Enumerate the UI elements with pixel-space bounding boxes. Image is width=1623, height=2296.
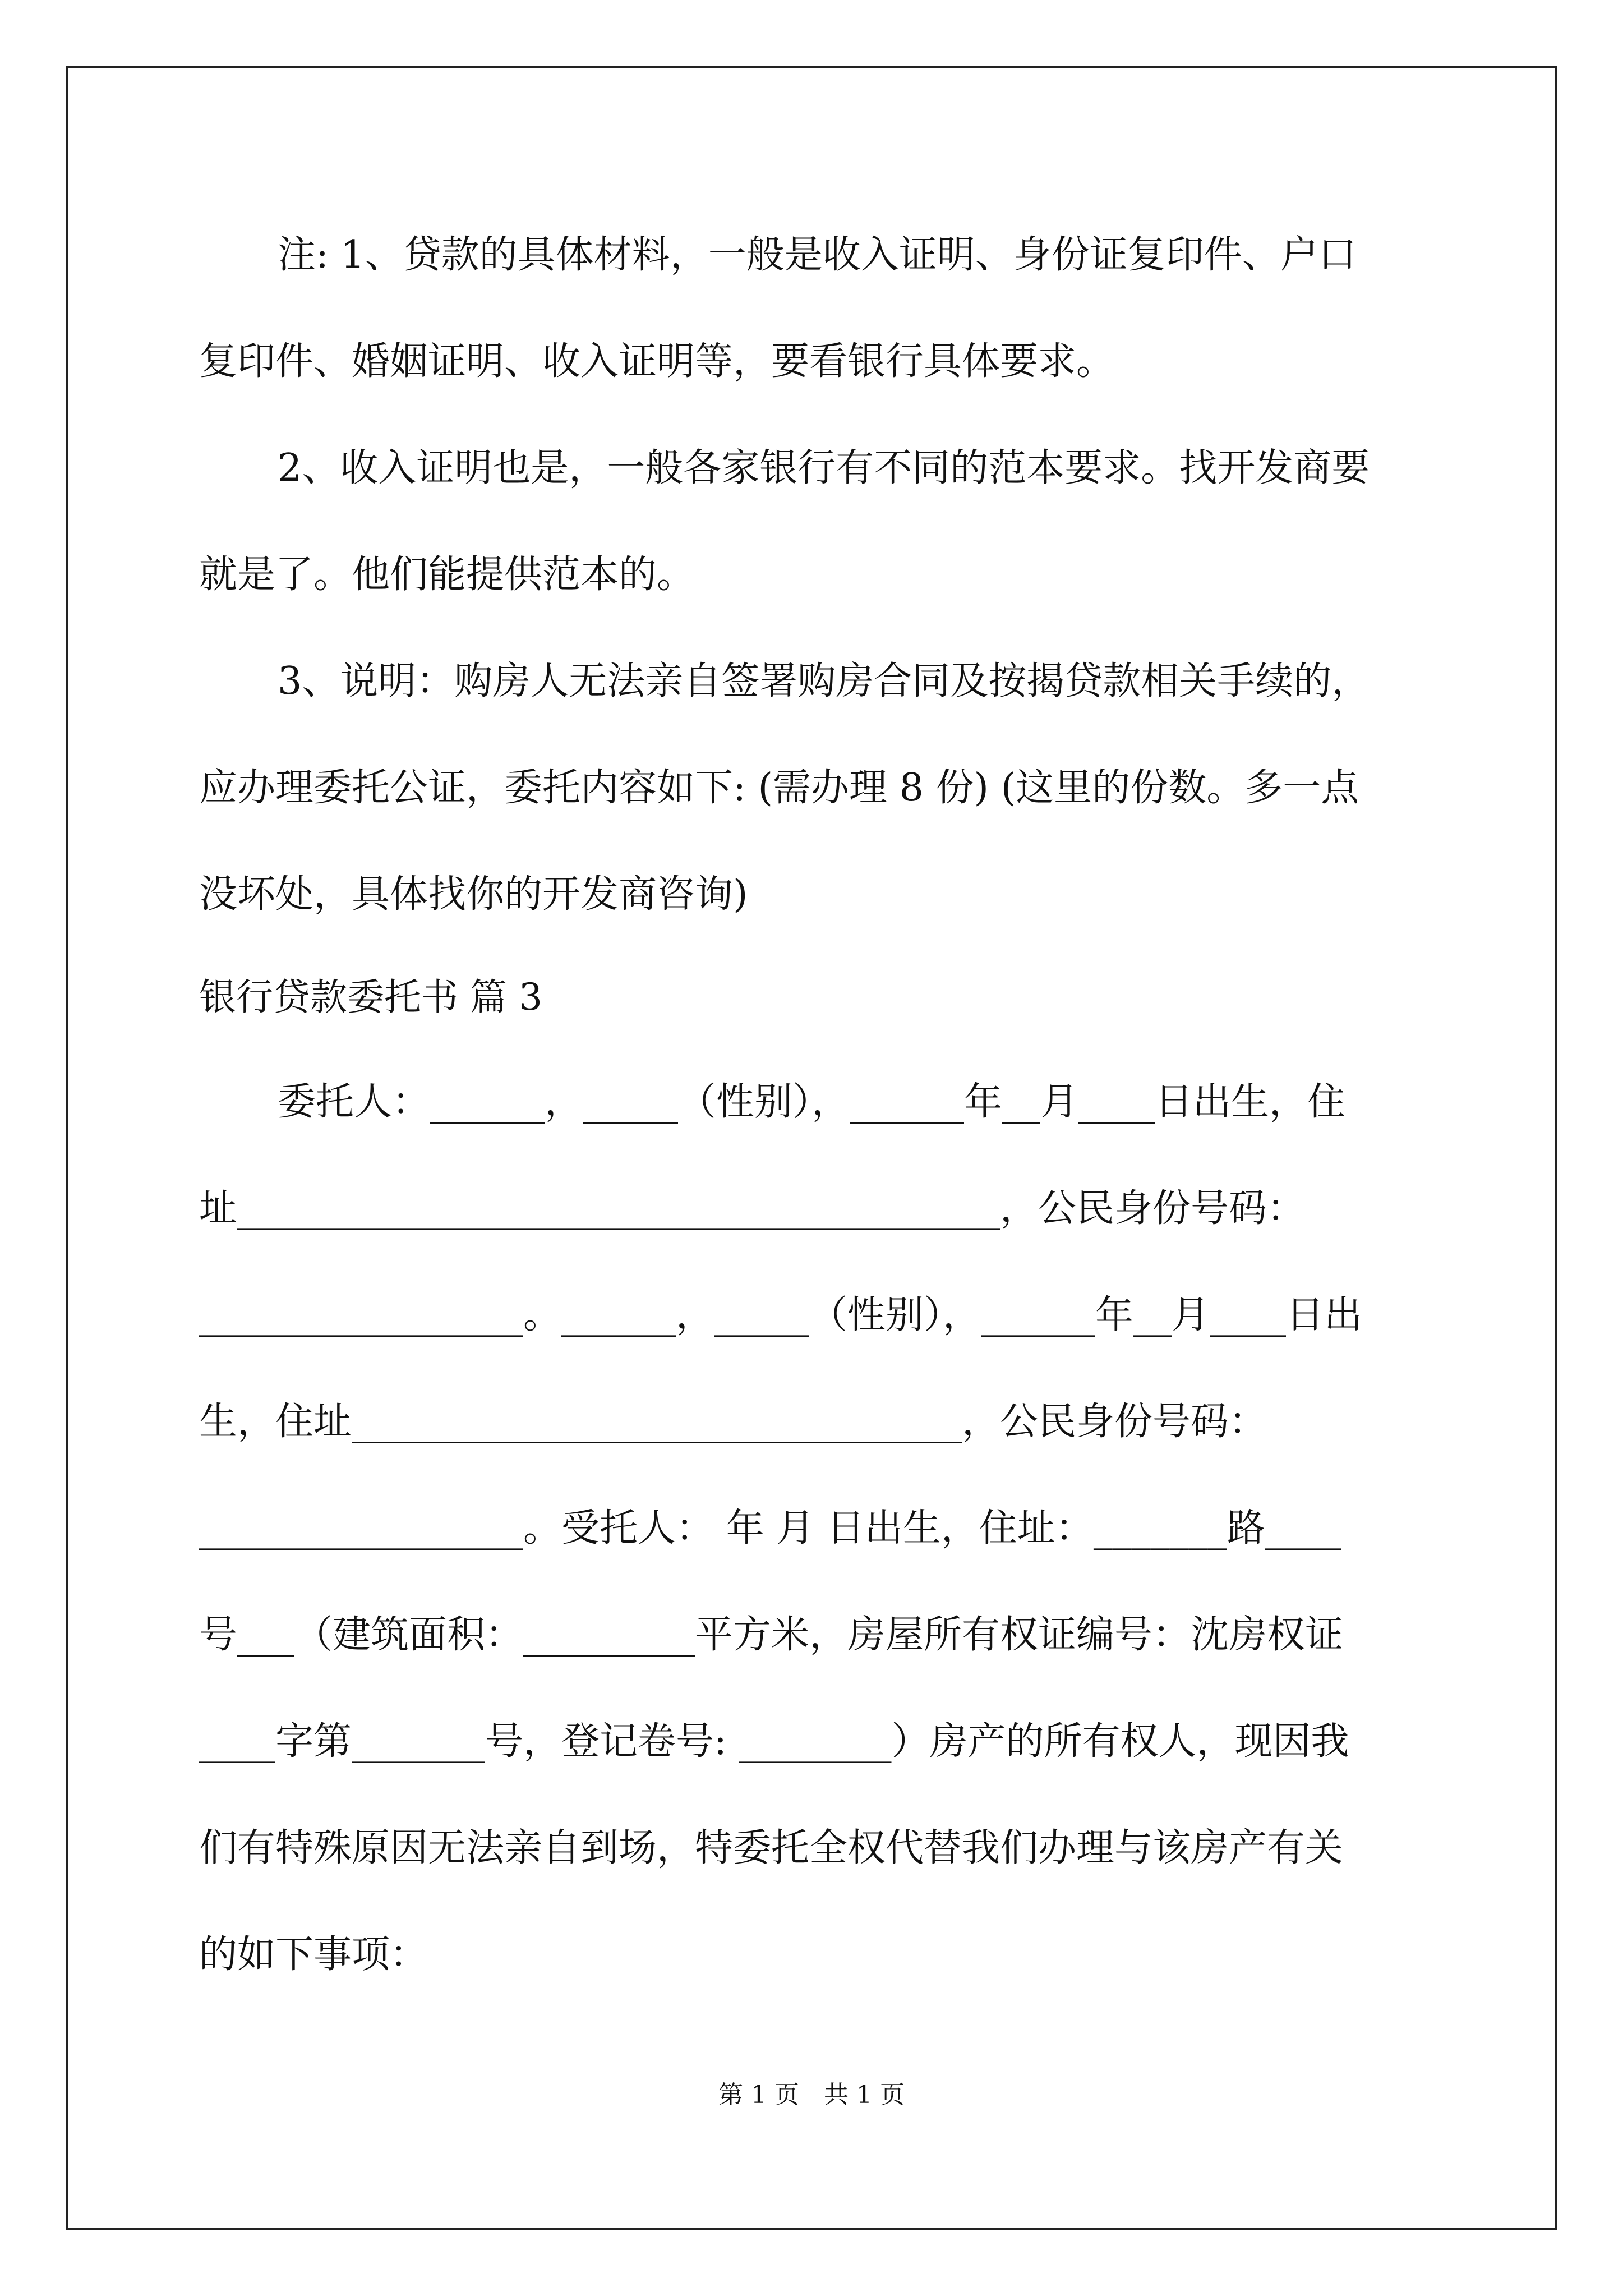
paragraph-1-line-2: 复印件、婚姻证明、收入证明等，要看银行具体要求。 xyxy=(199,339,1115,384)
paragraph-2-line-2: 就是了。他们能提供范本的。 xyxy=(199,553,695,597)
paragraph-4-line-9: 的如下事项： xyxy=(199,1932,428,1977)
paragraph-3-line-3: 没坏处，具体找你的开发商咨询) xyxy=(199,872,748,917)
paragraph-1-line-1: 注: 1、贷款的具体材料，一般是收入证明、身份证复印件、户口 xyxy=(278,233,1357,277)
paragraph-4-line-8: 们有特殊原因无法亲自到场，特委托全权代替我们办理与该房产有关 xyxy=(199,1826,1344,1870)
paragraph-4-line-5: _________________。受托人： 年 月 日出生，住址：_______路____ xyxy=(199,1506,1341,1550)
paragraph-4-line-2: 址________________________________________，公民身份号码： xyxy=(199,1186,1306,1231)
paragraph-4-line-6: 号___（建筑面积：_________平方米，房屋所有权证编号：沈房权证 xyxy=(199,1613,1344,1657)
paragraph-4-line-7: ____字第_______号，登记卷号: ________）房产的所有权人，现因我 xyxy=(199,1719,1349,1764)
paragraph-2-line-1: 2、收入证明也是，一般各家银行有不同的范本要求。找开发商要 xyxy=(278,446,1370,490)
section-heading: 银行贷款委托书 篇 3 xyxy=(199,976,542,1019)
paragraph-4-line-3: _________________。______，_____（性别），______年__月____日出 xyxy=(199,1293,1363,1337)
paragraph-4-line-1: 委托人：______，_____（性别），______年__月____日出生，住 xyxy=(278,1080,1346,1124)
paragraph-3-line-2: 应办理委托公证，委托内容如下: (需办理 8 份) (这里的份数。多一点 xyxy=(199,766,1359,810)
page-footer: 第 1 页 共 1 页 xyxy=(718,2081,905,2109)
paragraph-3-line-1: 3、说明：购房人无法亲自签署购房合同及按揭贷款相关手续的， xyxy=(278,659,1370,703)
paragraph-4-line-4: 生，住址________________________________，公民身份号码： xyxy=(199,1400,1267,1444)
